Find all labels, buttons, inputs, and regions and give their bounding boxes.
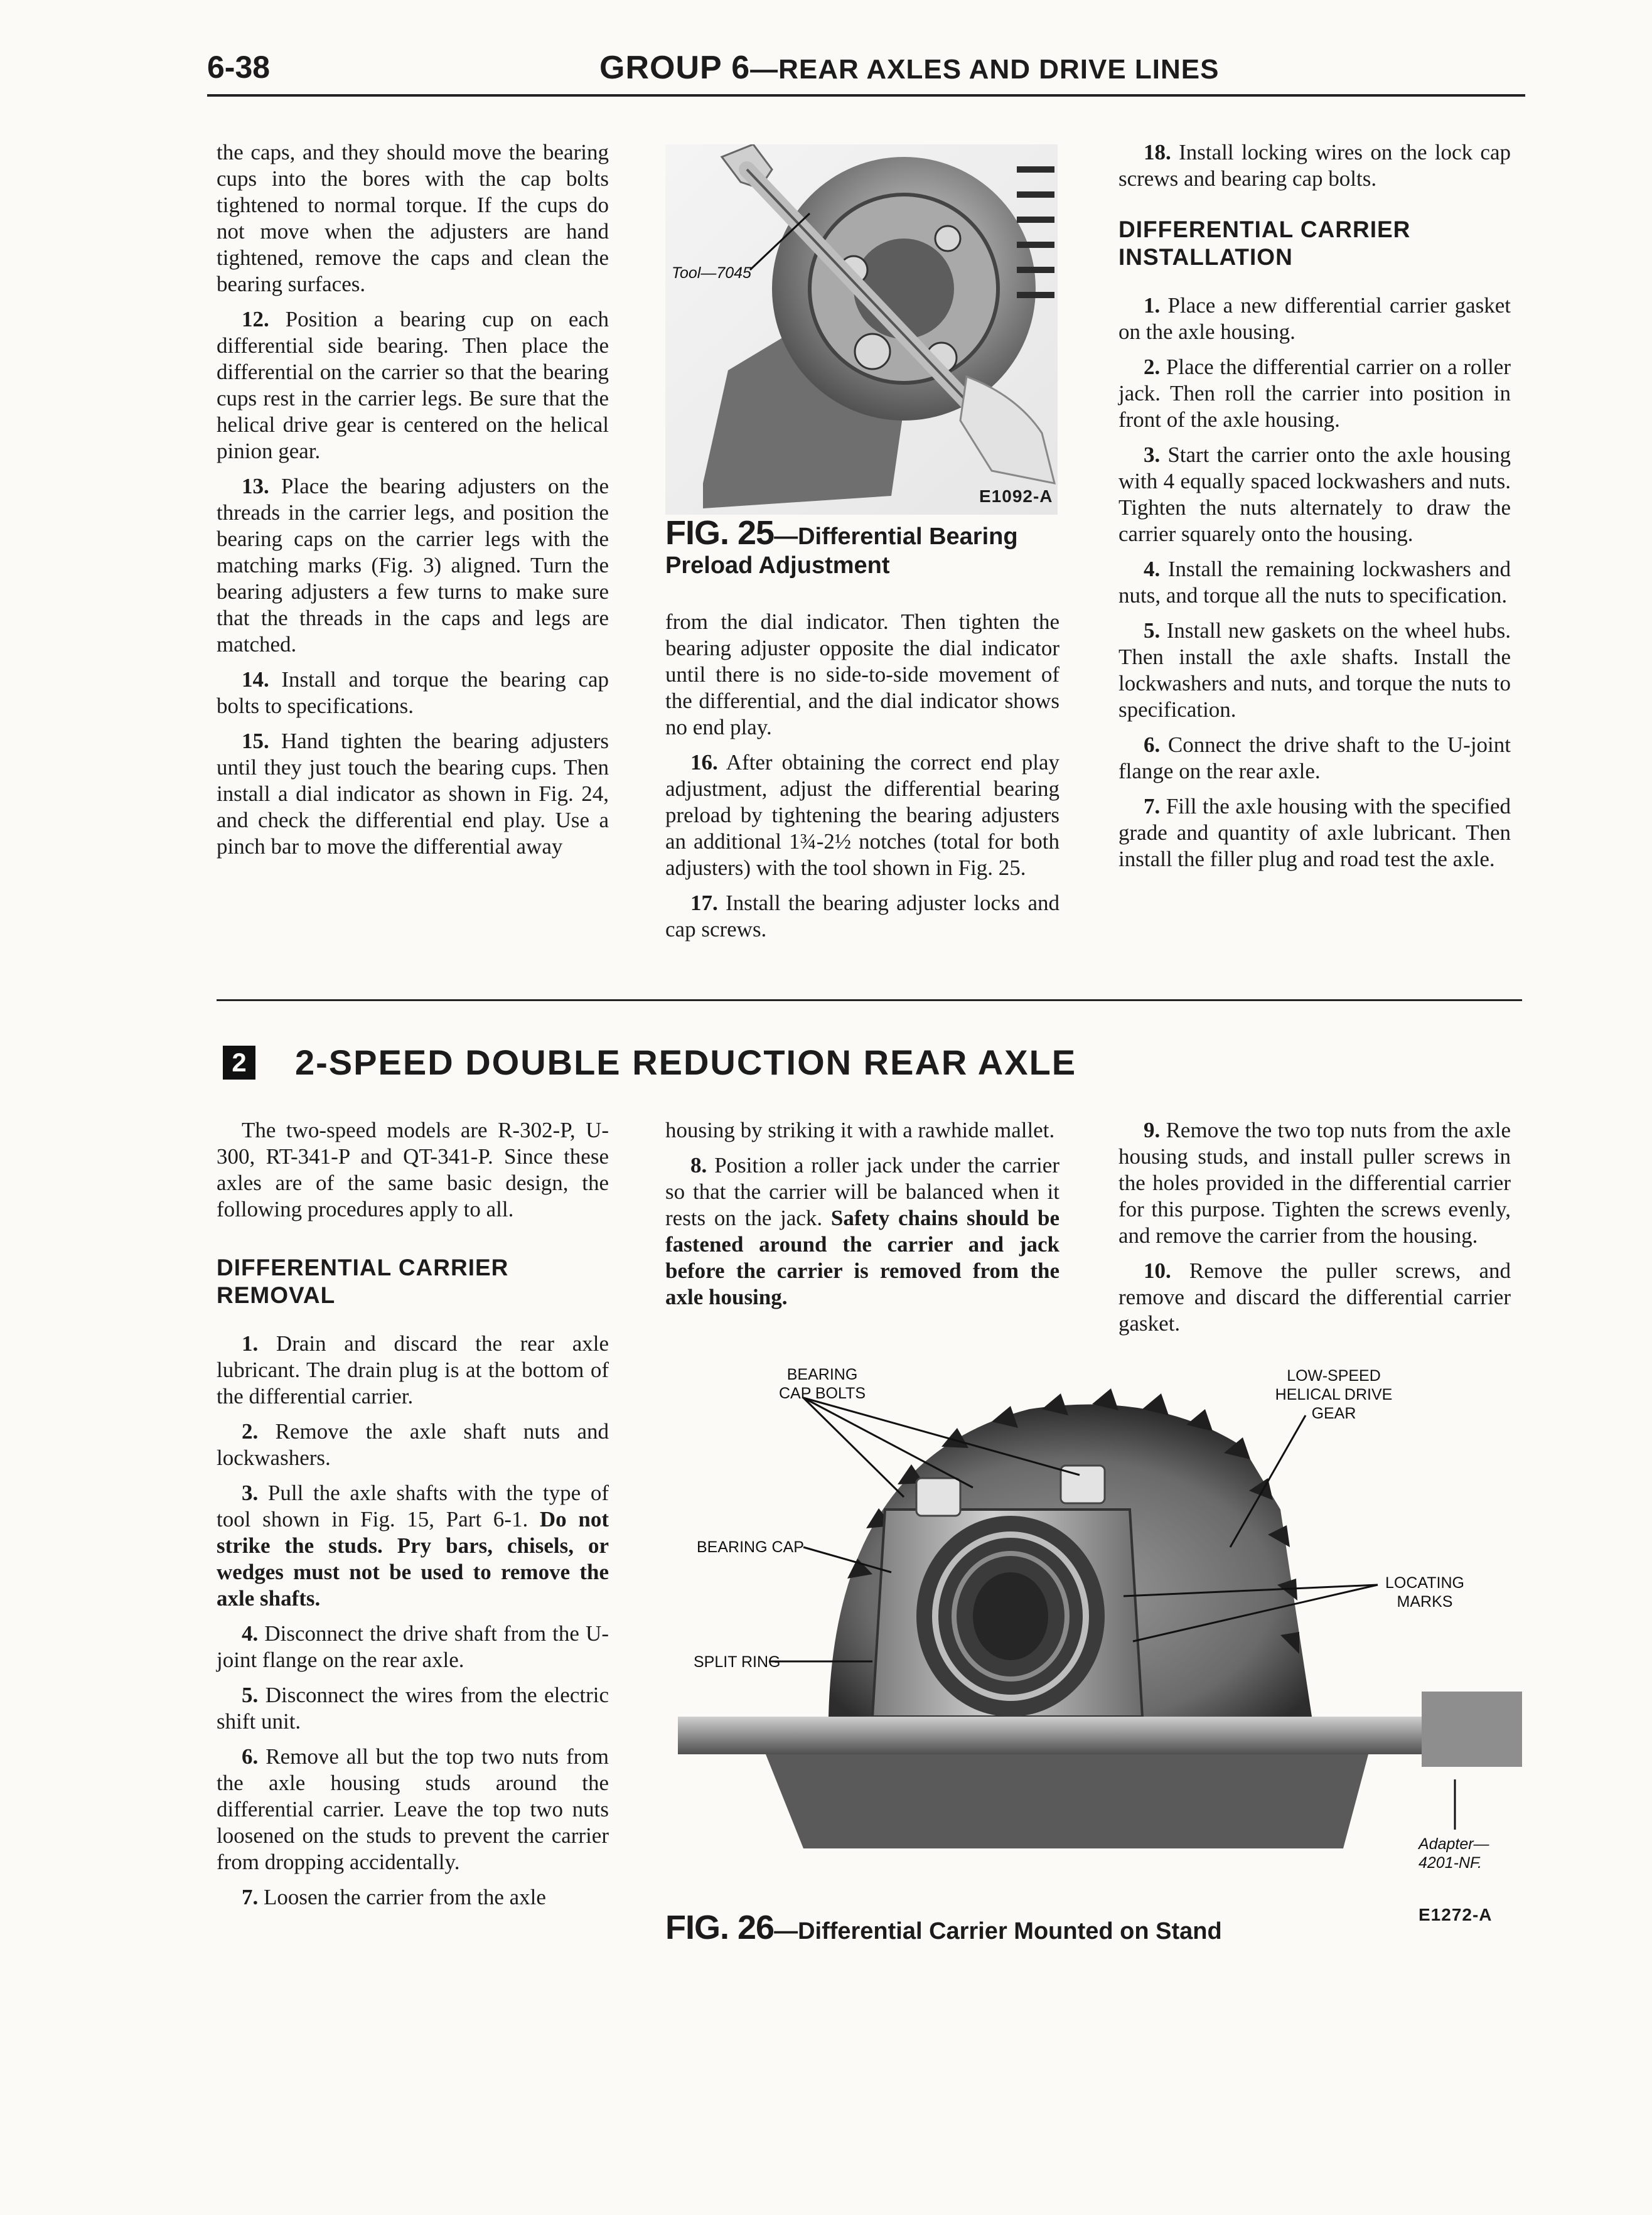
fig25-code: E1092-A [979,486,1053,506]
group-title: —REAR AXLES AND DRIVE LINES [750,54,1220,85]
step-paragraph [217,1682,609,1735]
step-text: from the dial indicator. Then tighten the bearing adjuster opposite the dial indicator until there is no side-to-side movement of the differential, and the dial indicator shows no end play. [665,609,1059,739]
step-text: Position a roller jack under the carrier so that the carrier will be balanced when it rests on the jack. [665,1153,1059,1230]
step-paragraph [217,1419,609,1471]
step-number: 7. [1144,794,1161,818]
step-paragraph [1118,292,1511,345]
step-paragraph [1118,556,1511,609]
figure-26-photo [678,1365,1522,1867]
label-locating-marks: LOCATING MARKS [1385,1574,1464,1611]
step-text: Connect the drive shaft to the U-joint flange on the rear axle. [1118,732,1511,783]
fig26-code: E1272-A [1419,1905,1493,1924]
step-paragraph [1118,793,1511,872]
step-number: 5. [242,1683,259,1707]
fig26-caption-text: —Differential Carrier Mounted on Stand [774,1918,1222,1944]
step-paragraph [217,1884,609,1911]
label-low-speed-helical-drive-gear: LOW-SPEED HELICAL DRIVE GEAR [1275,1367,1393,1422]
step-text: the caps, and they should move the bearing cups into the bores with the cap bolts tightened to normal torque. If the cups do not move when the adjusters are hand tightened, remove the caps and clean the bearing surfaces. [217,140,609,296]
step-text: After obtaining the correct end play adjustment, adjust the differential bearing preload by tightening the bearing adjusters an additional 1¾-2½ notches (total for both adjusters) with the tool shown in Fig. 25. [665,750,1059,880]
step-text: Disconnect the drive shaft from the U-joint flange on the rear axle. [217,1621,609,1672]
step-text: Place the differential carrier on a roller jack. Then roll the carrier into position in front of the axle housing. [1118,355,1511,432]
step-number: 10. [1144,1258,1171,1283]
step-paragraph [1118,442,1511,547]
step-number: 8. [690,1153,707,1177]
header-rule [207,94,1525,97]
top-col3-steps [1118,292,1511,872]
step-number: 18. [1144,140,1171,164]
step-number: 2. [1144,355,1161,379]
page-header-title [599,49,1220,87]
bottom-column-3 [1118,1117,1511,1346]
step-text: Drain and discard the rear axle lubricant. The drain plug is at the bottom of the differential carrier. [217,1331,609,1408]
fig25-tool-label: Tool—7045 [672,264,751,282]
step-text: Install new gaskets on the wheel hubs. Then install the axle shafts. Install the lockwashers and nuts, and torque the nuts to specification. [1118,618,1511,722]
bottom-intro: The two-speed models are R-302-P, U-300, RT-341-P and QT-341-P. Since these axles are of the same basic design, the following procedures apply to all. [217,1118,609,1221]
step-text: Install the bearing adjuster locks and cap screws. [665,891,1059,941]
step-text: Remove the puller screws, and remove and discard the differential carrier gasket. [1118,1258,1511,1336]
step-paragraph [1118,618,1511,723]
step-warning: Do not strike the studs. Pry bars, chisels, or wedges must not be used to remove the axle shafts. [217,1507,609,1611]
figure-25 [665,144,1058,515]
step-paragraph [217,306,609,464]
step-text: housing by striking it with a rawhide mallet. [665,1118,1055,1142]
step-text: Remove all but the top two nuts from the axle housing studs around the differential carrier. Leave the top two nuts loosened on the studs to prevent the carrier from dropping accidentally. [217,1744,609,1874]
step-number: 16. [690,750,718,775]
step-paragraph [217,1621,609,1673]
step-paragraph [217,1480,609,1612]
step-number: 2. [242,1419,259,1444]
step-number: 7. [242,1885,259,1909]
step-number: 14. [242,667,269,692]
body-paragraph [665,609,1059,741]
group-label: GROUP 6 [599,50,751,86]
step-paragraph [217,1331,609,1410]
fig26-caption-prefix: FIG. 26 [665,1909,775,1946]
step-number: 13. [242,474,269,498]
step-text: Remove the two top nuts from the axle housing studs, and install puller screws in the holes provided in the differential carrier for this purpose. Tighten the screws evenly, and remove the carrier from the housing. [1118,1118,1511,1248]
step-number: 6. [242,1744,259,1769]
step-warning: Safety chains should be fastened around the carrier and jack before the carrier is removed from the axle housing. [665,1206,1059,1309]
bottom-col1-steps [217,1331,609,1911]
step-text: Remove the axle shaft nuts and lockwashers. [217,1419,609,1470]
step-text: Disconnect the wires from the electric shift unit. [217,1683,609,1734]
step-number: 3. [1144,442,1161,467]
step-number: 12. [242,307,269,331]
step-text: Install and torque the bearing cap bolts to specifications. [217,667,609,718]
fig25-caption-text: —Differential Bearing Preload Adjustment [665,523,1018,579]
step-paragraph [1118,139,1511,192]
step-text: Pull the axle shafts with the type of tool shown in Fig. 15, Part 6-1. [217,1481,609,1531]
step-number: 1. [242,1331,259,1356]
step-text: Loosen the carrier from the axle [258,1885,546,1909]
step-text: Install the remaining lockwashers and nuts, and torque all the nuts to specification. [1118,557,1511,608]
fig25-caption-prefix: FIG. 25 [665,514,775,552]
step-text: Place the bearing adjusters on the threads in the carrier legs, and position the bearing caps on the carrier legs with the matching marks (Fig. 3) aligned. Turn the bearing adjusters a few turns to make sure that the threads in the caps and legs are matched. [217,474,609,657]
step-text: Start the carrier onto the axle housing with 4 equally spaced lockwashers and nuts. Tighten the nuts alternately to draw the carrier squarely onto the housing. [1118,442,1511,546]
fig26-caption [665,1908,1419,1947]
section-rule [217,999,1522,1001]
step-paragraph [217,473,609,658]
label-split-ring: SPLIT RING [694,1653,781,1671]
step-text: Fill the axle housing with the specified grade and quantity of axle lubricant. Then install the filler plug and road test the axle. [1118,794,1511,871]
top-col3-intro [1118,139,1511,192]
step-number: 1. [1144,293,1161,318]
step-paragraph [1118,1117,1511,1249]
fig25-caption [665,513,1067,579]
step-paragraph [665,1152,1059,1311]
label-bearing-cap-bolts: BEARING CAP BOLTS [778,1366,866,1402]
step-paragraph [1118,354,1511,433]
step-paragraph [217,728,609,860]
page-number: 6-38 [207,50,271,85]
section-badge: 2 [223,1046,255,1080]
step-number: 4. [242,1621,259,1646]
step-paragraph [1118,1258,1511,1337]
top-column-1 [217,139,609,869]
top-column-2 [665,609,1059,952]
body-paragraph [665,1117,1059,1144]
step-text: Install locking wires on the lock cap screws and bearing cap bolts. [1118,140,1511,191]
step-number: 15. [242,729,269,753]
figure-26 [678,1365,1522,1924]
step-number: 6. [1144,732,1161,757]
step-text: Position a bearing cup on each differential side bearing. Then place the differential on the carrier so that the bearing cups rest in the carrier legs. Be sure that the helical drive gear is centered on the helical pinion gear. [217,307,609,463]
step-number: 5. [1144,618,1161,643]
figure-25-photo [665,144,1058,515]
step-paragraph [217,667,609,719]
top-column-3 [1118,139,1511,881]
step-number: 4. [1144,557,1161,581]
step-text: Place a new differential carrier gasket on the axle housing. [1118,293,1511,344]
carrier-removal-heading: DIFFERENTIAL CARRIER REMOVAL [217,1255,509,1308]
body-paragraph [217,139,609,298]
label-adapter: Adapter— 4201-NF. [1419,1835,1489,1872]
step-paragraph [665,749,1059,881]
step-paragraph [217,1744,609,1875]
bottom-column-1 [217,1117,609,1919]
section-title: 2-SPEED DOUBLE REDUCTION REAR AXLE [295,1043,1077,1082]
carrier-installation-heading: DIFFERENTIAL CARRIER INSTALLATION [1118,217,1411,270]
step-text: Hand tighten the bearing adjusters until they just touch the bearing cups. Then install a dial indicator as shown in Fig. 24, and check the differential end play. Use a pinch bar to move the differential away [217,729,609,859]
step-paragraph [1118,732,1511,785]
step-number: 17. [690,891,718,915]
step-number: 9. [1144,1118,1161,1142]
label-bearing-cap: BEARING CAP [697,1538,804,1556]
step-paragraph [665,890,1059,943]
step-number: 3. [242,1481,259,1505]
bottom-column-2 [665,1117,1059,1319]
